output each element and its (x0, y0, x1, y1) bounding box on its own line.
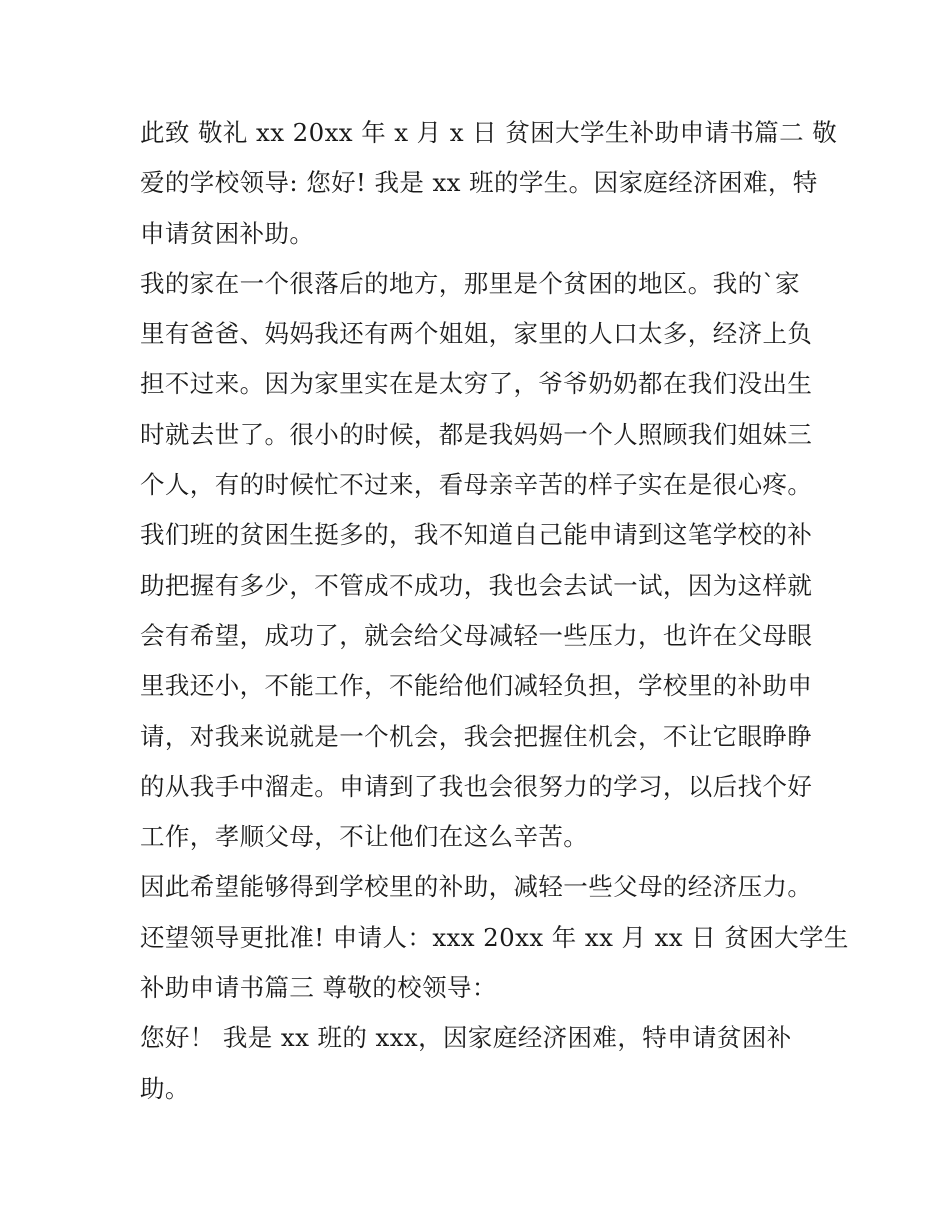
text-line: 的从我手中溜走。申请到了我也会很努力的学习，以后找个好 (140, 771, 813, 801)
text-line: 还望领导更批准! 申请人：xxx 20xx 年 xx 月 xx 日 贫困大学生 (140, 922, 849, 952)
text-line: 会有希望，成功了，就会给父母减轻一些压力，也许在父母眼 (140, 620, 813, 650)
text-line: 里有爸爸、妈妈我还有两个姐姐，家里的人口太多，经济上负 (140, 319, 813, 349)
text-line: 因此希望能够得到学校里的补助，减轻一些父母的经济压力。 (140, 872, 813, 902)
text-line: 我的家在一个很落后的地方，那里是个贫困的地区。我的`家 (140, 268, 801, 298)
text-line: 请，对我来说就是一个机会，我会把握住机会，不让它眼睁睁 (140, 721, 813, 751)
text-line: 助。 (140, 1073, 190, 1103)
text-line: 申请贫困补助。 (140, 218, 315, 248)
text-line: 个人，有的时候忙不过来，看母亲辛苦的样子实在是很心疼。 (140, 470, 813, 500)
text-line: 我们班的贫困生挺多的，我不知道自己能申请到这笔学校的补 (140, 520, 813, 550)
text-line: 工作，孝顺父母，不让他们在这么辛苦。 (140, 822, 589, 852)
text-line: 里我还小，不能工作，不能给他们减轻负担，学校里的补助申 (140, 671, 813, 701)
text-line: 您好！ 我是 xx 班的 xxx，因家庭经济困难，特申请贫困补 (140, 1023, 792, 1053)
text-line: 爱的学校领导: 您好! 我是 xx 班的学生。因家庭经济困难，特 (140, 168, 818, 198)
text-line: 担不过来。因为家里实在是太穷了，爷爷奶奶都在我们没出生 (140, 369, 813, 399)
document-body (140, 108, 849, 1114)
text-line: 时就去世了。很小的时候，都是我妈妈一个人照顾我们姐妹三 (140, 419, 813, 449)
text-line: 助把握有多少，不管成不成功，我也会去试一试，因为这样就 (140, 570, 813, 600)
text-line: 补助申请书篇三 尊敬的校领导： (140, 973, 497, 1003)
text-line: 此致 敬礼 xx 20xx 年 x 月 x 日 贫困大学生补助申请书篇二 敬 (140, 118, 838, 147)
